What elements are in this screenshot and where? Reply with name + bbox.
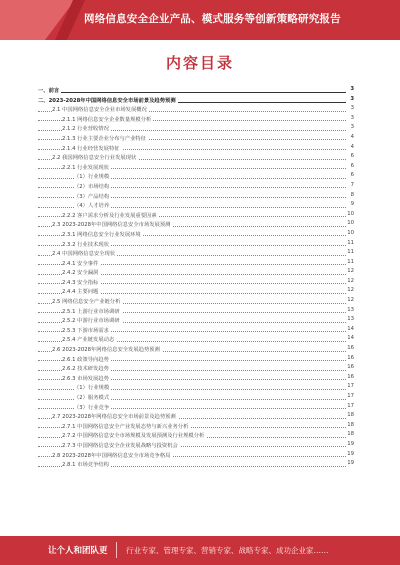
toc-entry[interactable] [38, 315, 354, 325]
toc-entry-page: 11 [347, 239, 354, 246]
toc-entry-label: 二、2023-2028年中国网络信息安全市场前景及趋势预测 [38, 97, 176, 104]
toc-entry[interactable] [38, 143, 354, 153]
toc-entry[interactable] [38, 219, 354, 229]
toc-entry-label: 2.6 2023-2028年网络信息安全发展趋势预测 [52, 347, 160, 354]
toc-entry[interactable] [38, 95, 354, 105]
toc-entry-page: 9 [350, 201, 354, 208]
toc-entry-page: 7 [350, 181, 354, 188]
footer-divider [116, 542, 117, 558]
toc-entry-label: 2.8 2023-2028年中国网络信息安全市场竞争格局 [52, 452, 171, 459]
toc-entry-page: 19 [347, 440, 354, 447]
toc-entry[interactable] [38, 229, 354, 239]
toc-entry-page: 13 [347, 316, 354, 323]
toc-entry-label: 2.5.2 中游行业市场调研 [62, 318, 120, 325]
toc-entry-page: 18 [347, 412, 354, 419]
toc-entry[interactable] [38, 277, 354, 287]
toc-entry[interactable] [38, 239, 354, 249]
toc-entry[interactable] [38, 123, 354, 133]
toc-entry-label: （1）行业规模 [74, 385, 110, 392]
toc-entry-label: （3）行业竞争 [74, 404, 110, 411]
toc-entry-label: 2.7 2023-2028年网络信息安全市场前景及趋势预测 [52, 414, 176, 421]
toc-entry[interactable] [38, 152, 354, 162]
toc-entry[interactable] [38, 267, 354, 277]
toc-entry-page: 11 [347, 258, 354, 265]
toc-entry-page: 18 [347, 431, 354, 438]
toc-entry-page: 14 [347, 325, 354, 332]
toc-entry[interactable] [38, 402, 354, 412]
toc-entry[interactable] [38, 162, 354, 172]
toc-entry-label: 2.7.3 中国网络信息安全企业发展战略与投资机会 [62, 442, 178, 449]
toc-entry-label: 2.5.3 下游市场需求 [62, 327, 109, 334]
toc-entry[interactable] [38, 430, 354, 440]
toc-entry[interactable] [38, 306, 354, 316]
toc-entry[interactable] [38, 104, 354, 114]
toc-entry-page: 17 [347, 393, 354, 399]
toc-entry-label: 2.3.1 网络信息安全行业发展环境 [62, 231, 141, 238]
toc-entry[interactable] [38, 191, 354, 201]
toc-entry[interactable] [38, 392, 354, 402]
toc-entry-page: 3 [350, 114, 354, 121]
toc-entry-label: （2）市场结构 [74, 183, 110, 190]
toc-entry-page: 19 [347, 460, 354, 467]
toc-entry[interactable] [38, 210, 354, 220]
toc-entry-page: 16 [347, 364, 354, 371]
toc-entry-label: （2）服务模式 [74, 395, 110, 401]
toc-entry-label: 2.1.1 网络信息安全企业数量规模分析 [62, 116, 152, 123]
toc-entry-page: 16 [347, 354, 354, 361]
toc-entry-page: 8 [350, 191, 354, 198]
toc-entry-page: 19 [347, 450, 354, 457]
toc-entry-page: 12 [347, 297, 354, 304]
toc-entry-page: 6 [350, 172, 354, 179]
toc-entry-label: 2.7.1 中国网络信息安全产业发展态势与新兴业务分析 [62, 423, 189, 430]
toc-entry-page: 3 [350, 86, 354, 92]
toc-entry[interactable] [38, 296, 354, 306]
toc-entry-label: （4）人才培养 [74, 203, 110, 210]
toc-entry[interactable] [38, 373, 354, 383]
toc-entry-label: 2.1.4 行业经营发展特征 [62, 145, 120, 152]
toc-entry-label: 2.4.2 安全漏洞 [62, 270, 99, 277]
footer-banner [0, 536, 400, 565]
toc-entry[interactable] [38, 85, 354, 95]
toc-entry-page: 3 [350, 95, 354, 102]
toc-entry[interactable] [38, 133, 354, 143]
toc-entry[interactable] [38, 171, 354, 181]
toc-entry-page: 13 [347, 306, 354, 313]
toc-entry[interactable] [38, 411, 354, 421]
toc-entry[interactable] [38, 334, 354, 344]
toc-entry-label: 2.1 中国网络信息安全企业市场发展概况 [52, 107, 147, 114]
toc-entry-page: 12 [347, 287, 354, 294]
toc-entry[interactable] [38, 421, 354, 431]
toc-entry-page: 10 [347, 229, 354, 236]
toc-entry-page: 17 [347, 402, 354, 409]
toc-entry-label: 2.6.3 市场发展趋势 [62, 375, 109, 382]
toc-entry-label: 2.3.2 行业技术现状 [62, 241, 109, 248]
toc-heading: 内容目录 [165, 54, 234, 72]
toc-entry-page: 16 [347, 345, 354, 352]
toc-leader-dots [38, 92, 346, 93]
report-header-banner [0, 0, 400, 40]
table-of-contents [38, 85, 354, 469]
toc-entry-page: 11 [347, 249, 354, 256]
toc-entry[interactable] [38, 258, 354, 268]
toc-entry-label: 2.2 我国网络信息安全行业发展现状 [52, 155, 137, 162]
toc-entry-page: 10 [347, 210, 354, 217]
toc-entry[interactable] [38, 286, 354, 296]
toc-entry-page: 12 [347, 268, 354, 275]
toc-entry-label: （1）行业规模 [74, 174, 110, 181]
toc-entry[interactable] [38, 248, 354, 258]
toc-entry-page: 14 [347, 335, 354, 342]
toc-entry-label: 2.6.1 政策导向趋势 [62, 356, 109, 363]
footer-slogan: 让个人和团队更 [48, 546, 108, 556]
toc-entry-label: 2.5.4 产业链发展动态 [62, 337, 115, 344]
toc-entry-label: 2.2.1 行业发展现状 [62, 164, 109, 171]
toc-entry-page: 4 [350, 143, 354, 150]
toc-entry[interactable] [38, 382, 354, 392]
report-title: 网络信息安全企业产品、模式服务等创新策略研究报告 [84, 13, 341, 25]
toc-entry-page: 6 [350, 153, 354, 160]
toc-entry[interactable] [38, 363, 354, 373]
toc-entry[interactable] [38, 181, 354, 191]
toc-entry[interactable] [38, 344, 354, 354]
toc-entry-label: 一、前言 [38, 88, 60, 94]
toc-entry-page: 17 [347, 383, 354, 390]
footer-experts-text: 行业专家、管理专家、营销专家、战略专家、成功企业家…… [126, 546, 329, 555]
toc-entry[interactable] [38, 450, 354, 460]
toc-entry-label: 2.4.1 安全事件 [62, 260, 99, 267]
toc-entry[interactable] [38, 459, 354, 469]
toc-entry[interactable] [38, 354, 354, 364]
toc-entry[interactable] [38, 114, 354, 124]
toc-entry-page: 16 [347, 373, 354, 380]
toc-entry[interactable] [38, 200, 354, 210]
toc-entry[interactable] [38, 325, 354, 335]
toc-entry-page: 12 [347, 277, 354, 284]
toc-entry-page: 6 [350, 162, 354, 169]
toc-entry-page: 3 [350, 105, 354, 112]
toc-entry-page: 4 [350, 133, 354, 140]
toc-entry[interactable] [38, 440, 354, 450]
toc-entry-label: 2.5 网络信息安全产业链分析 [52, 299, 121, 306]
toc-entry-page: 3 [350, 124, 354, 131]
toc-entry-label: 2.3 2023-2028年中国网络信息安全市场发展预测 [52, 222, 171, 229]
toc-entry-label: 2.1.2 行业营收情况 [62, 126, 109, 133]
toc-entry-label: 2.7.2 中国网络信息安全市场规模及发展预测及行业规模分析 [62, 433, 205, 440]
toc-entry-page: 10 [347, 220, 354, 227]
toc-entry-label: 2.5.1 上游行业市场调研 [62, 308, 120, 315]
toc-entry-label: 2.4 中国网络信息安全现状 [52, 251, 116, 258]
toc-entry-label: 2.4.4 主要问题 [62, 289, 99, 296]
toc-entry-label: （3）产品结构 [74, 193, 110, 200]
toc-entry-label: 2.1.3 行业主要企业分布与产业特征 [62, 135, 147, 142]
toc-entry-label: 2.4.3 安全指标 [62, 279, 99, 286]
toc-entry-label: 2.2.2 客户需求分析及行业发展重要因素 [62, 212, 157, 219]
toc-entry-label: 2.8.1 市场竞争结构 [62, 462, 109, 469]
toc-entry-label: 2.6.2 技术研发趋势 [62, 366, 109, 373]
toc-entry-page: 18 [347, 421, 354, 428]
